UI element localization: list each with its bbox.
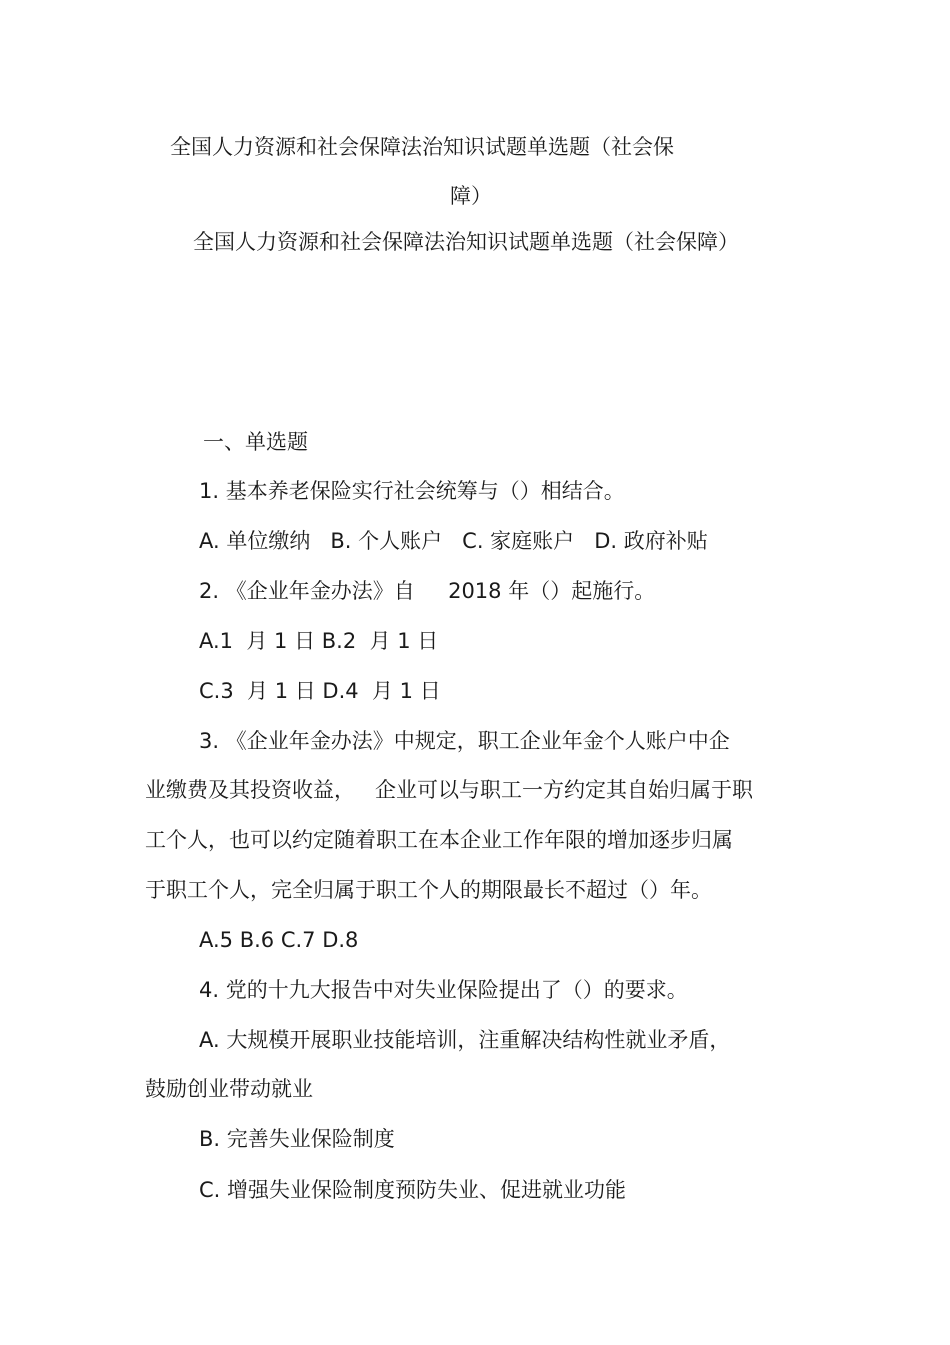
question-3-line-4: 于职工个人，完全归属于职工个人的期限最长不超过（）年。	[145, 878, 712, 902]
question-3-line-3: 工个人，也可以约定随着职工在本企业工作年限的增加逐步归属	[145, 828, 733, 852]
question-3-options: A.5 B.6 C.7 D.8	[199, 928, 359, 952]
question-3-line-1: 3. 《企业年金办法》中规定，职工企业年金个人账户中企	[199, 729, 730, 753]
question-2: 2. 《企业年金办法》自 2018 年（）起施行。	[199, 579, 656, 603]
question-4: 4. 党的十九大报告中对失业保险提出了（）的要求。	[199, 978, 688, 1002]
question-1: 1. 基本养老保险实行社会统筹与（）相结合。	[199, 479, 625, 503]
section-heading: 一、单选题	[203, 430, 308, 454]
title-line-1: 全国人力资源和社会保障法治知识试题单选题（社会保	[170, 135, 674, 159]
question-4-option-a-line-1: A. 大规模开展职业技能培训，注重解决结构性就业矛盾，	[199, 1028, 731, 1052]
question-4-option-c: C. 增强失业保险制度预防失业、促进就业功能	[199, 1178, 627, 1202]
question-3-line-2: 业缴费及其投资收益， 企业可以与职工一方约定其自始归属于职	[145, 778, 754, 802]
question-4-option-a-line-2: 鼓励创业带动就业	[145, 1077, 313, 1101]
question-1-options: A. 单位缴纳 B. 个人账户 C. 家庭账户 D. 政府补贴	[199, 529, 708, 553]
title-line-2: 障）	[450, 184, 492, 208]
question-4-option-b: B. 完善失业保险制度	[199, 1127, 395, 1151]
subtitle: 全国人力资源和社会保障法治知识试题单选题（社会保障）	[193, 230, 739, 254]
question-2-options-1: A.1 月 1 日 B.2 月 1 日	[199, 629, 439, 653]
question-2-options-2: C.3 月 1 日 D.4 月 1 日	[199, 679, 441, 703]
